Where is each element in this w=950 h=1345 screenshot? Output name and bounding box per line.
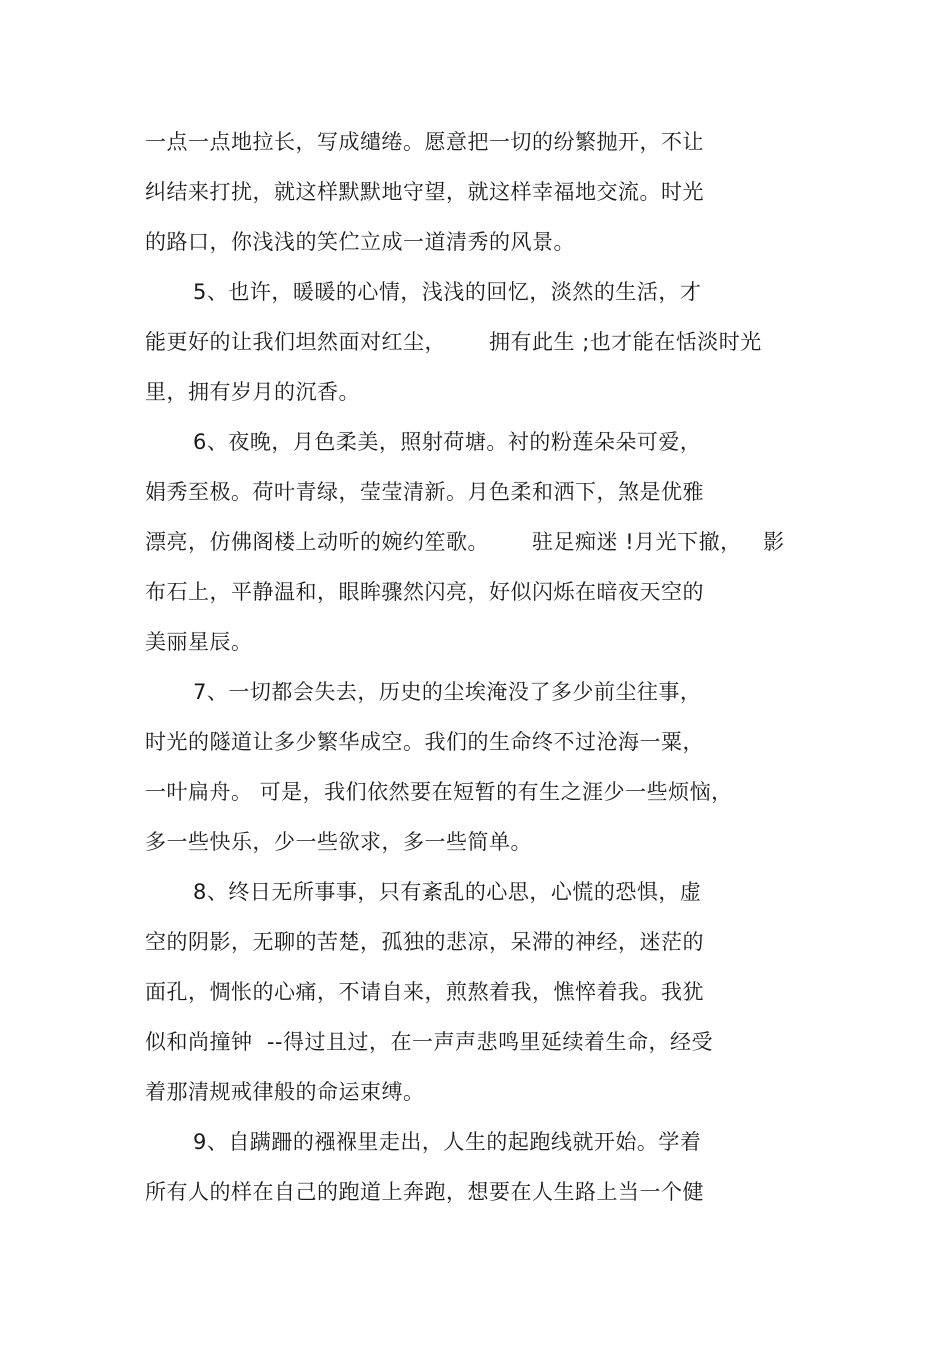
text-line: 着那清规戒律般的命运束缚。 <box>145 1080 425 1104</box>
text-line: 所有人的样在自己的跑道上奔跑，想要在人生路上当一个健 <box>145 1180 704 1204</box>
text-line: 漂亮，仿佛阁楼上动听的婉约笙歌。 驻足痴迷 !月光下撤， 影 <box>145 530 785 554</box>
text-line: 多一些快乐，少一些欲求，多一些简单。 <box>145 830 532 854</box>
paragraph-8-first-line: 8、终日无所事事，只有紊乱的心思，心慌的恐惧，虚 <box>193 880 702 904</box>
paragraph-5-first-line: 5、也许，暖暖的心情，浅浅的回忆，淡然的生活，才 <box>193 280 702 304</box>
text-line: 纠结来打扰，就这样默默地守望，就这样幸福地交流。时光 <box>145 180 704 204</box>
text-line: 一叶扁舟。 可是，我们依然要在短暂的有生之涯少一些烦恼， <box>145 780 733 804</box>
text-line: 的路口，你浅浅的笑伫立成一道清秀的风景。 <box>145 230 575 254</box>
paragraph-7-first-line: 7、一切都会失去，历史的尘埃淹没了多少前尘往事， <box>193 680 702 704</box>
text-line: 里，拥有岁月的沉香。 <box>145 380 360 404</box>
text-line: 美丽星辰。 <box>145 630 253 654</box>
text-line: 时光的隧道让多少繁华成空。我们的生命终不过沧海一粟， <box>145 730 704 754</box>
text-line: 面孔，惆怅的心痛，不请自来，煎熬着我，憔悴着我。我犹 <box>145 980 704 1004</box>
text-line: 似和尚撞钟 --得过且过，在一声声悲鸣里延续着生命，经受 <box>145 1030 714 1054</box>
text-line: 能更好的让我们坦然面对红尘， 拥有此生 ;也才能在恬淡时光 <box>145 330 762 354</box>
text-line: 空的阴影，无聊的苦楚，孤独的悲凉，呆滞的神经，迷茫的 <box>145 930 704 954</box>
text-line: 布石上，平静温和，眼眸骤然闪亮，好似闪烁在暗夜天空的 <box>145 580 704 604</box>
text-line: 娟秀至极。荷叶青绿，莹莹清新。月色柔和洒下，煞是优雅 <box>145 480 704 504</box>
paragraph-9-first-line: 9、自蹒跚的襁褓里走出，人生的起跑线就开始。学着 <box>193 1130 702 1154</box>
text-line: 一点一点地拉长，写成缱绻。愿意把一切的纷繁抛开，不让 <box>145 130 704 154</box>
paragraph-6-first-line: 6、夜晚，月色柔美，照射荷塘。衬的粉莲朵朵可爱， <box>193 430 702 454</box>
